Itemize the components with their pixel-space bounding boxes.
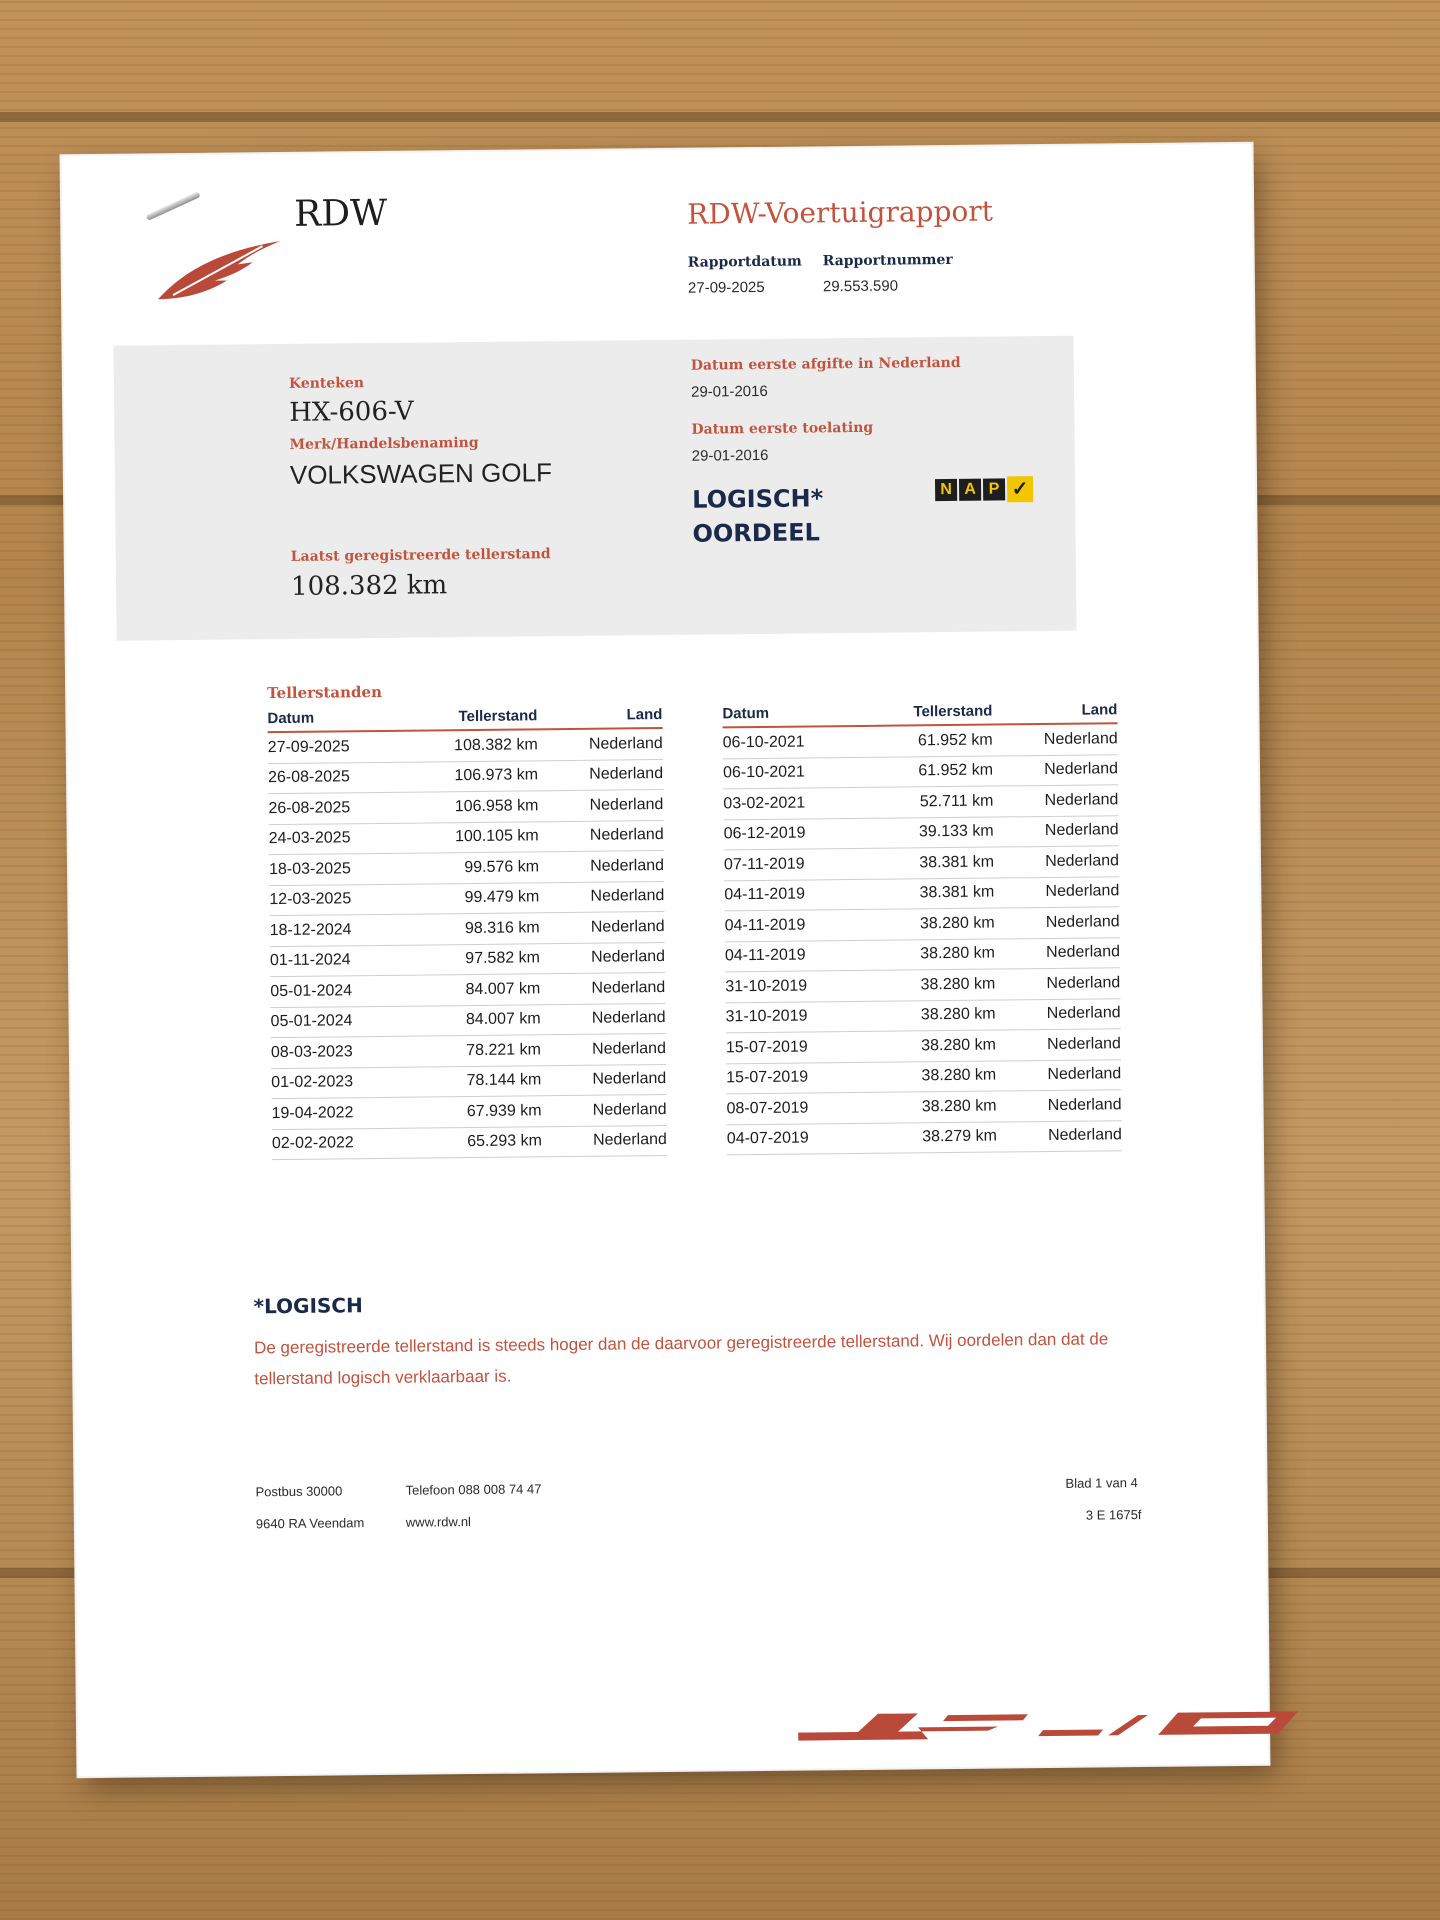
rapportdatum-value: 27-09-2025 [687, 278, 765, 297]
table-row [724, 907, 1119, 942]
rapportnummer-value: 29.553.590 [822, 277, 899, 296]
row-land: Nederland [994, 907, 1119, 939]
row-datum: 31-10-2019 [725, 1001, 875, 1033]
footer-website: www.rdw.nl [405, 1514, 471, 1530]
table-row [727, 1120, 1122, 1155]
footer-address: 9640 RA Veendam [255, 1515, 365, 1532]
wood-plank-gap [0, 112, 1440, 122]
table-row [268, 790, 663, 825]
nap-letter-a: A [959, 479, 981, 501]
tellerstanden-title: Tellerstanden [267, 682, 383, 703]
rdw-feather-logo-icon [152, 216, 288, 307]
row-datum: 15-07-2019 [726, 1062, 876, 1094]
row-land: Nederland [997, 1120, 1122, 1152]
row-tellerstand: 38.280 km [876, 1061, 996, 1093]
row-tellerstand: 78.221 km [421, 1035, 541, 1067]
row-tellerstand: 97.582 km [420, 943, 540, 975]
rdw-logo-text: RDW [293, 192, 388, 235]
header-datum: Datum [267, 705, 417, 733]
row-land: Nederland [995, 998, 1120, 1030]
row-datum: 31-10-2019 [725, 970, 875, 1002]
row-land: Nederland [538, 759, 663, 791]
row-datum: 05-01-2024 [270, 975, 420, 1007]
row-land: Nederland [541, 1064, 666, 1096]
row-tellerstand: 98.316 km [420, 913, 540, 945]
row-tellerstand: 84.007 km [420, 974, 540, 1006]
row-datum: 24-03-2025 [269, 823, 419, 855]
row-land: Nederland [540, 972, 665, 1004]
footer-telefoon: Telefoon 088 008 74 47 [405, 1481, 542, 1498]
row-datum: 18-03-2025 [269, 853, 419, 885]
row-datum: 12-03-2025 [269, 884, 419, 916]
table-row [268, 728, 663, 763]
row-land: Nederland [541, 1033, 666, 1065]
row-land: Nederland [539, 820, 664, 852]
row-tellerstand: 38.381 km [874, 878, 994, 910]
row-datum: 06-10-2021 [723, 726, 873, 759]
teller-value: 108.382 km [290, 570, 448, 602]
row-land: Nederland [539, 881, 664, 913]
row-datum: 03-02-2021 [723, 787, 873, 819]
row-datum: 19-04-2022 [271, 1097, 421, 1129]
table-row [269, 881, 664, 916]
table-row [724, 815, 1119, 850]
row-land: Nederland [541, 1094, 666, 1126]
row-tellerstand: 38.279 km [877, 1122, 997, 1154]
row-land: Nederland [540, 1003, 665, 1035]
table-row [725, 998, 1120, 1033]
merk-value: VOLKSWAGEN GOLF [289, 457, 553, 490]
row-land: Nederland [542, 1125, 667, 1157]
table-row [270, 972, 665, 1007]
table-row [271, 1094, 666, 1129]
row-land: Nederland [995, 937, 1120, 969]
nap-letter-n: N [935, 479, 957, 501]
odometer-rows-left [268, 728, 667, 1160]
table-row [723, 723, 1118, 758]
row-land: Nederland [539, 912, 664, 944]
row-tellerstand: 38.280 km [874, 908, 994, 940]
row-tellerstand: 38.280 km [876, 1030, 996, 1062]
row-datum: 04-07-2019 [727, 1123, 877, 1155]
merk-label: Merk/Handelsbenaming [289, 434, 479, 453]
row-land: Nederland [994, 846, 1119, 878]
row-tellerstand: 38.280 km [875, 1000, 995, 1032]
row-datum: 15-07-2019 [726, 1031, 876, 1063]
header-tellerstand: Tellerstand [872, 699, 992, 726]
afgifte-value: 29-01-2016 [690, 382, 768, 401]
footnote-heading: *LOGISCH [253, 1293, 363, 1319]
row-datum: 06-10-2021 [723, 757, 873, 789]
table-row [270, 1003, 665, 1038]
row-tellerstand: 61.952 km [873, 756, 993, 788]
teller-label: Laatst geregistreerde tellerstand [290, 546, 551, 565]
table-row [271, 1033, 666, 1068]
header-datum: Datum [722, 700, 872, 728]
row-tellerstand: 84.007 km [420, 1004, 540, 1036]
table-row [271, 1064, 666, 1099]
row-tellerstand: 99.576 km [419, 852, 539, 884]
toelating-label: Datum eerste toelating [691, 419, 874, 438]
footer-page: Blad 1 van 4 [1065, 1475, 1138, 1491]
row-tellerstand: 108.382 km [418, 729, 538, 761]
row-land: Nederland [996, 1059, 1121, 1091]
row-land: Nederland [540, 942, 665, 974]
header-land: Land [537, 702, 662, 729]
row-tellerstand: 39.133 km [874, 817, 994, 849]
row-datum: 27-09-2025 [268, 731, 418, 764]
table-row [724, 846, 1119, 881]
table-row [726, 1029, 1121, 1064]
decorative-stripe-graphic [798, 1703, 1298, 1748]
table-row [723, 754, 1118, 789]
rdw-report-page [62, 144, 1269, 1776]
kenteken-label: Kenteken [288, 375, 365, 392]
row-datum: 04-11-2019 [724, 909, 874, 941]
row-land: Nederland [993, 754, 1118, 786]
row-tellerstand: 38.280 km [876, 1091, 996, 1123]
report-title: RDW-Voertuigrapport [687, 194, 994, 231]
row-land: Nederland [539, 851, 664, 883]
table-row [270, 912, 665, 947]
row-datum: 26-08-2025 [268, 762, 418, 794]
footer-code: 3 E 1675f [1085, 1507, 1142, 1523]
table-row [270, 942, 665, 977]
header-tellerstand: Tellerstand [417, 703, 537, 730]
summary-panel [114, 336, 1077, 641]
toelating-value: 29-01-2016 [691, 446, 769, 465]
oordeel-line-1: LOGISCH* [692, 484, 824, 514]
table-row [269, 851, 664, 886]
row-tellerstand: 65.293 km [422, 1126, 542, 1158]
row-land: Nederland [993, 723, 1118, 755]
checkmark-icon: ✓ [1007, 476, 1033, 502]
table-row [723, 785, 1118, 820]
row-land: Nederland [538, 728, 663, 760]
rapportdatum-label: Rapportdatum [687, 253, 802, 271]
row-datum: 05-01-2024 [270, 1006, 420, 1038]
oordeel-line-2: OORDEEL [692, 518, 820, 548]
header-land: Land [992, 697, 1117, 724]
row-datum: 01-02-2023 [271, 1067, 421, 1099]
row-tellerstand: 100.105 km [419, 821, 539, 853]
row-datum: 02-02-2022 [272, 1128, 422, 1160]
row-tellerstand: 78.144 km [421, 1065, 541, 1097]
row-tellerstand: 106.973 km [418, 760, 538, 792]
table-row [725, 968, 1120, 1003]
row-land: Nederland [996, 1090, 1121, 1122]
table-row [269, 820, 664, 855]
odometer-table-right [722, 697, 1122, 1155]
row-datum: 08-07-2019 [726, 1092, 876, 1124]
row-land: Nederland [994, 876, 1119, 908]
kenteken-value: HX-606-V [289, 396, 414, 428]
row-tellerstand: 38.280 km [875, 939, 995, 971]
table-row [272, 1125, 667, 1160]
odometer-rows-right [723, 723, 1122, 1155]
afgifte-label: Datum eerste afgifte in Nederland [690, 354, 961, 374]
row-datum: 01-11-2024 [270, 945, 420, 977]
odometer-table-left [267, 702, 667, 1160]
row-tellerstand: 38.280 km [875, 969, 995, 1001]
row-tellerstand: 61.952 km [873, 725, 993, 757]
row-datum: 08-03-2023 [271, 1036, 421, 1068]
row-tellerstand: 38.381 km [874, 847, 994, 879]
row-tellerstand: 52.711 km [873, 786, 993, 818]
nap-logo [935, 476, 1033, 503]
footer-postbus: Postbus 30000 [255, 1483, 343, 1500]
row-land: Nederland [995, 968, 1120, 1000]
row-datum: 04-11-2019 [725, 940, 875, 972]
row-land: Nederland [538, 790, 663, 822]
table-row [726, 1090, 1121, 1125]
oordeel-verdict [692, 481, 824, 550]
nap-letter-p: P [983, 478, 1005, 500]
row-datum: 07-11-2019 [724, 848, 874, 880]
row-datum: 06-12-2019 [724, 818, 874, 850]
row-tellerstand: 106.958 km [418, 791, 538, 823]
footnote-text: De geregistreerde tellerstand is steeds hoger dan de daarvoor geregistreerde tellerstand. Wij oordelen dan dat de tellerstand logisch verklaarbaar is. [253, 1329, 1109, 1389]
row-tellerstand: 99.479 km [419, 882, 539, 914]
table-row [726, 1059, 1121, 1094]
row-datum: 26-08-2025 [268, 792, 418, 824]
table-row [268, 759, 663, 794]
row-land: Nederland [994, 815, 1119, 847]
table-row [725, 937, 1120, 972]
row-tellerstand: 67.939 km [421, 1096, 541, 1128]
row-datum: 18-12-2024 [270, 914, 420, 946]
table-row [724, 876, 1119, 911]
rapportnummer-label: Rapportnummer [822, 251, 953, 270]
row-land: Nederland [996, 1029, 1121, 1061]
row-land: Nederland [993, 785, 1118, 817]
row-datum: 04-11-2019 [724, 879, 874, 911]
